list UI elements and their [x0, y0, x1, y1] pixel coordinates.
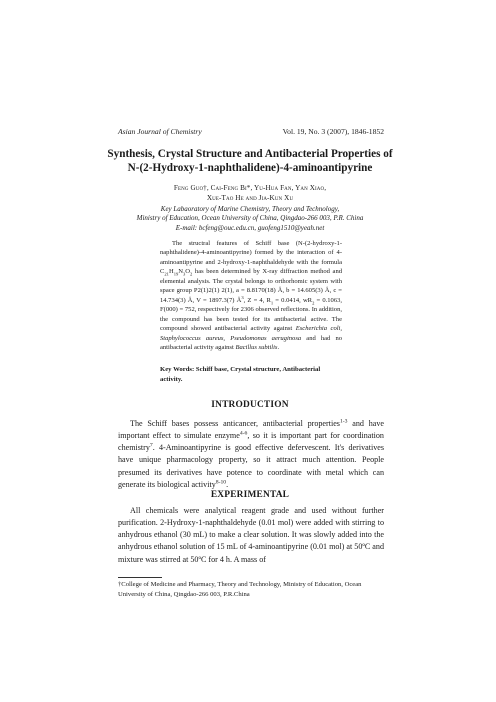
species-names: Escherichia coli, Staphylococcus aureus, Pseudomonas aeruginosa	[160, 325, 342, 342]
journal-name: Asian Journal of Chemistry	[118, 127, 202, 136]
subscript: 2	[312, 300, 315, 306]
subscript: 1	[270, 300, 274, 306]
abstract-text: O	[185, 268, 191, 276]
species-name: Bacillus subtilis	[235, 343, 278, 351]
affiliation	[100, 205, 400, 233]
footnote: †College of Medicine and Pharmacy, Theory and Technology, Ministry of Education, Ocean University of China, Qingdao-266 003, P.R.China	[118, 581, 362, 598]
authors-line-1: Feng Guo†, Cai-Feng Bi*, Yu-Hua Fan, Yan Xiao,	[173, 184, 327, 192]
citation: 4-6	[239, 430, 248, 437]
title-line-2: N-(2-Hydroxy-1-naphthalidene)-4-aminoantipyrine	[127, 161, 373, 174]
body-text: and have important effect to simulate enzyme	[118, 419, 384, 441]
abstract-text: has been determined by X-ray diffraction method and elemental analysis. The crystal belongs to orthorhomic system with space group P2(1)2(1) 2(1), a = 8.8170(18) Å, b = 14.605(3) Å, c = 14.734(3) Å, V = 1897.3(7) Å	[160, 268, 342, 304]
author-list	[105, 183, 395, 204]
introduction-heading: INTRODUCTION	[211, 400, 289, 410]
subscript: 21	[164, 271, 169, 277]
running-header	[118, 127, 384, 136]
subscript: 2	[190, 271, 193, 277]
affiliation-email: E-mail: bcfeng@ouc.edu.cn, guofeng1510@yeah.net	[175, 223, 325, 232]
affiliation-line-1: Key Labaoratory of Marine Chemistry, Theory and Technology,	[160, 205, 340, 213]
body-text: . 4-Aminoantipyrine is good effective defervescent. It's derivatives have unique pharmacology property, so it attract much attention. People presumed its derivatives have potence to coordinate with metal which can generate its biological activity	[118, 443, 384, 489]
abstract	[160, 239, 342, 352]
title-line-1: Synthesis, Crystal Structure and Antibacterial Properties of	[107, 148, 393, 160]
introduction-paragraph	[118, 418, 384, 491]
citation: 7	[149, 442, 153, 449]
subscript: 19	[173, 271, 179, 277]
abstract-text: = 0.1063, F(000) = 752, respectively for 2306 observed reflections. In addition, the compound has been tested for its antibacterial active. The compound showed antibacterial activity against	[160, 296, 343, 333]
citation: 8-10	[215, 479, 227, 486]
body-text: .	[226, 479, 229, 489]
abstract-text: N	[178, 268, 183, 276]
authors-line-2: Xue-Tao He and Jia-Kun Xu	[206, 194, 294, 203]
abstract-text: .	[277, 343, 280, 351]
superscript: 3	[241, 294, 244, 300]
affiliation-line-2: Ministry of Education, Ocean University of China, Qingdao-266 003, P.R. China	[136, 214, 364, 223]
abstract-text: H	[168, 268, 174, 276]
citation: 1-3	[339, 418, 348, 425]
experimental-heading: EXPERIMENTAL	[210, 490, 290, 500]
body-text: , so it is important part for coordination chemistry	[118, 431, 384, 453]
article-title	[100, 148, 400, 175]
abstract-text: The structral features of Schiff base (N-(2-hydroxy-1-naphthalidene)-4-aminoantipyrine) formed by the interaction of 4-aminoantipyrine and 2-hydroxy-1-naphthaldehyde with the formula C	[160, 240, 342, 276]
keywords: Key Words: Schiff base, Crystal structure, Antibacterial activity.	[160, 366, 321, 383]
body-text: The Schiff bases possess anticancer, antibacterial properties	[130, 419, 340, 428]
volume-info: Vol. 19, No. 3 (2007), 1846-1852	[282, 127, 384, 136]
abstract-text: , Z = 4, R	[243, 296, 271, 304]
subscript: 3	[183, 271, 186, 277]
footnote-rule	[118, 577, 162, 578]
experimental-paragraph: All chemicals were analytical reagent grade and used without further purification. 2-Hydroxy-1-naphthaldehyde (0.01 mol) were added with stirring to anhydrous ethanol (30 mL) to make a clear solution. It was slowly added into the anhydrous ethanol solution of 15 mL of 4-aminoantipyrine (0.01 mol) at 50ºC and mixture was stirred at 50ºC for 4 h. A mass of	[118, 506, 384, 564]
abstract-text: = 0.0414, wR	[273, 296, 313, 304]
abstract-text: and had no antibacterial activity against	[160, 334, 342, 351]
